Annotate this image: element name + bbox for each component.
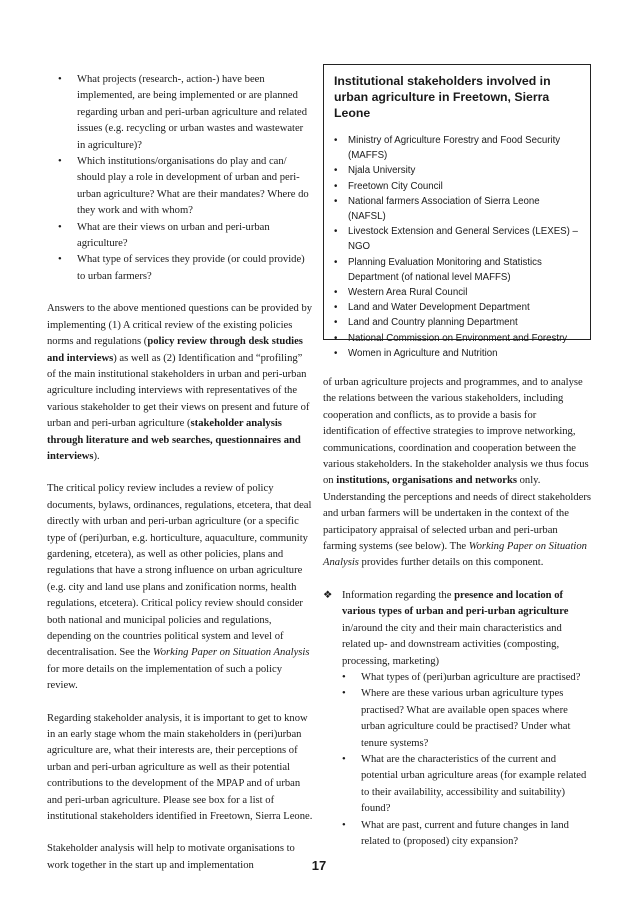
list-item: • What are their views on urban and peri-urban agriculture?	[58, 221, 270, 250]
list-item: • National Commission on Environment and Forestry	[334, 331, 580, 346]
paragraph-stakeholder-analysis: Regarding stakeholder analysis, it is important to get to know in an early stage whom the main stakeholders in (peri)urban agriculture are, what their interests are, their perceptions of urban and peri-urban agriculture as well as their potential contributions to the development of the MPAP and of urban and peri-urban agriculture. Please see box for a list of institutional stakeholders identified in Freetown, Sierra Leone.	[47, 712, 313, 823]
sub-bullet-list	[323, 670, 593, 850]
box-title: Institutional stakeholders involved in urban agriculture in Freetown, Sierra Leone	[334, 74, 551, 120]
paragraph-policy-review: Answers to the above mentioned questions can be provided by implementing (1) A critical review of the existing policies norms and regulations (policy review through desk studies and interviews) as well as (2) Identification and “profiling” of the main institutional stakeholders in urban and peri-urban agriculture including interviews with representatives of the various stakeholder to get their views on present and future of urban and peri-urban agriculture (stakeholder analysis through literature and web searches, questionnaires and interviews).	[47, 303, 313, 462]
list-item: • Land and Water Development Department	[334, 300, 580, 315]
bullet-icon: •	[342, 671, 346, 683]
bullet-icon: •	[334, 302, 338, 314]
list-item: • What are past, current and future changes in land related to (proposed) city expansion?	[342, 819, 569, 847]
bullet-icon: •	[334, 287, 338, 299]
list-item: • What types of (peri)urban agriculture are practised?	[342, 670, 593, 686]
list-item: • What projects (research-, action-) have been implemented, are being implemented or are planned regarding urban and peri-urban agriculture and related issues (e.g. recycling or urban wastes and wastewater in agriculture)?	[58, 74, 308, 151]
paragraph-motivate: Stakeholder analysis will help to motivate organisations to work together in the start up and implementation	[47, 843, 295, 871]
list-item: • Freetown City Council	[334, 179, 580, 194]
bullet-icon: •	[334, 256, 338, 268]
bullet-icon: •	[58, 74, 62, 85]
paragraph-stakeholder-relations: of urban agriculture projects and programmes, and to analyse the relations between the various stakeholders, including cooperation and conflicts, as to provide a basis for identification of effective strategies to improve networking, communications, coordination and cooperation between the various stakeholders. In the stakeholder analysis we thus focus on institutions, organisations and networks only. Understanding the perceptions and needs of direct stakeholders and urban farmers will be undertaken in the context of the participatory appraisal of selected urban and peri-urban farming systems (see below). The Working Paper on Situation Analysis provides further details on this component.	[323, 377, 591, 569]
list-item: • National farmers Association of Sierra Leone (NAFSL)	[334, 195, 540, 223]
bullet-icon: •	[342, 688, 346, 700]
paragraph-critical-policy: The critical policy review includes a review of policy documents, bylaws, ordinances, regulations, etcetera, that deal directly with urban and peri-urban agriculture (or a specific type of (peri)urban, e.g. horticulture, aquaculture, community gardening, etcetera), as well as other policies, plans and regulations that have a strong influence on urban agriculture (e.g. city and land use plans and zonification norms, health regulations, etcetera). Critical policy review should consider both national and municipal policies and regulations, depending on the countries political system and level of decentralisation. See the Working Paper on Situation Analysis for more details on the implementation of such a policy review.	[47, 483, 312, 692]
list-item: • Livestock Extension and General Services (LEXES) – NGO	[334, 226, 578, 253]
bullet-icon: •	[334, 347, 338, 359]
diamond-item: ❖ Information regarding the presence and location of various types of urban and peri-urban agriculture in/around the city and their main characteristics and related up- and downstream activities (composting, processing, marketing)	[323, 589, 569, 667]
list-item: • Land and Country planning Department	[334, 315, 580, 330]
list-item: • Where are these various urban agriculture types practised? What are available open spaces where urban agriculture could be practised? Under what tenure systems?	[342, 688, 571, 749]
bullet-icon: •	[334, 165, 338, 177]
list-item: • Western Area Rural Council	[334, 285, 580, 300]
stakeholders-box	[323, 64, 591, 359]
diamond-bullet-icon: ❖	[323, 589, 333, 601]
left-column	[47, 72, 313, 874]
left-bullet-list	[47, 72, 313, 285]
bullet-icon: •	[334, 226, 338, 238]
stakeholder-list	[334, 133, 580, 361]
bullet-icon: •	[58, 156, 62, 168]
right-column	[323, 375, 593, 850]
bullet-icon: •	[334, 195, 338, 207]
list-item: • Women in Agriculture and Nutrition	[334, 346, 580, 361]
bullet-icon: •	[342, 819, 346, 831]
bullet-icon: •	[58, 254, 62, 266]
list-item: • Planning Evaluation Monitoring and Statistics Department (of national level MAFFS)	[334, 256, 542, 283]
list-item: • What are the characteristics of the current and potential urban agriculture areas (for example related to their availability, accessibility and suitability) found?	[342, 753, 587, 815]
bullet-icon: •	[342, 753, 346, 765]
bullet-icon: •	[334, 332, 338, 344]
list-item: • Ministry of Agriculture Forestry and Food Security (MAFFS)	[334, 135, 561, 162]
bullet-icon: •	[58, 221, 62, 233]
bullet-icon: •	[334, 135, 338, 146]
bullet-icon: •	[334, 317, 338, 329]
list-item: • What type of services they provide (or could provide) to urban farmers?	[58, 254, 305, 282]
page-number: 17	[311, 858, 327, 873]
bullet-icon: •	[334, 180, 338, 192]
list-item: • Which institutions/organisations do play and can/ should play a role in development of urban and peri-urban agriculture? What are their mandates? Where do they work and with whom?	[58, 156, 309, 217]
list-item: • Njala University	[334, 163, 580, 178]
